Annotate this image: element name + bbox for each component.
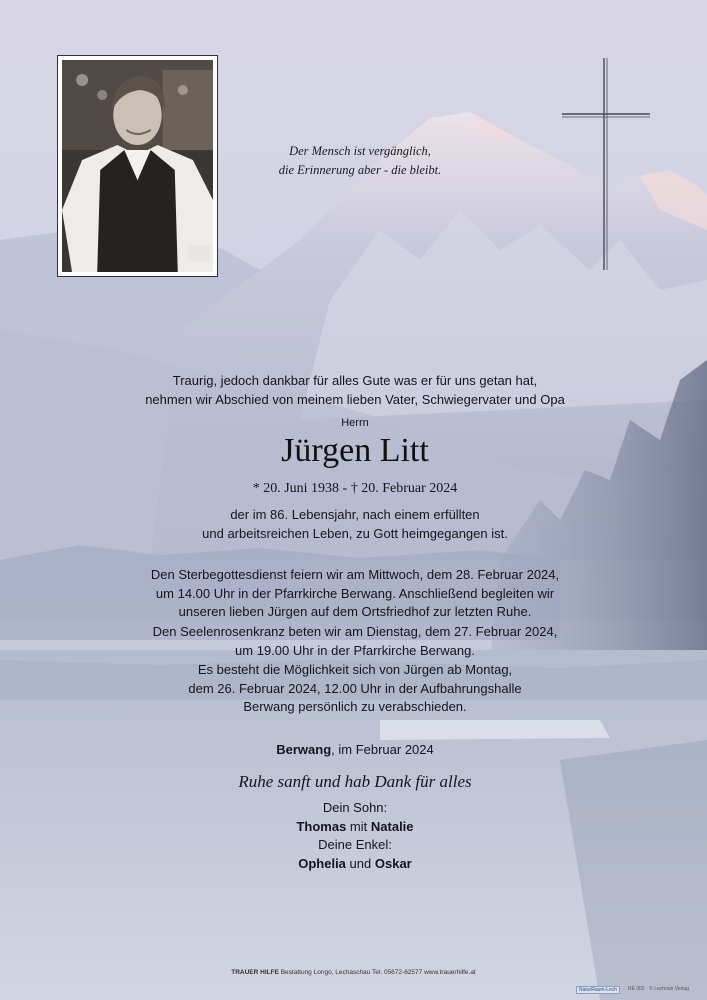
grandchildren-label: Deine Enkel:: [318, 837, 392, 852]
grandchild-2: Oskar: [374, 855, 412, 871]
place-name: Berwang: [276, 742, 332, 757]
viewing-line-2: dem 26. Februar 2024, 12.00 Uhr in der Aufbahrungshalle: [188, 680, 522, 696]
intro-text: [60, 372, 650, 409]
deceased-name: Jürgen Litt: [281, 432, 429, 469]
family-list: [60, 799, 650, 873]
footer: [0, 969, 707, 976]
motto: Ruhe sanft und hab Dank für alles: [238, 772, 472, 791]
with-word: mit: [349, 818, 368, 834]
publisher-code: RE 002 · © Lechrain Verlag: [628, 986, 689, 992]
partner-name: Natalie: [370, 818, 414, 834]
viewing-line-3: Berwang persönlich zu verabschieden.: [243, 699, 467, 714]
and-word: und: [349, 855, 372, 871]
viewing-line-1: Es besteht die Möglichkeit sich von Jürgen ab Montag,: [197, 662, 513, 677]
quote-line-1: Der Mensch ist vergänglich,: [289, 144, 431, 158]
rosary-text: [60, 623, 650, 660]
age-line-2: und arbeitsreichen Leben, zu Gott heimgegangen ist.: [202, 525, 508, 541]
service-line-2: um 14.00 Uhr in der Pfarrkirche Berwang. Anschließend begleiten wir: [155, 585, 555, 601]
intro-line-1: Traurig, jedoch dankbar für alles Gute was er für uns getan hat,: [172, 373, 538, 388]
service-line-1: Den Sterbegottesdienst feiern wir am Mittwoch, dem 28. Februar 2024,: [150, 567, 560, 582]
salutation: Herrn: [341, 417, 369, 429]
naturraum-badge: NaturRaum-Lech: [576, 986, 620, 994]
son-label: Dein Sohn:: [322, 800, 388, 815]
age-text: [60, 506, 650, 543]
memorial-quote: [250, 142, 470, 180]
portrait-photo: [57, 55, 218, 277]
service-line-3: unseren lieben Jürgen auf dem Ortsfriedhof zur letzten Ruhe.: [178, 604, 532, 619]
cross-icon: [560, 56, 652, 272]
rosary-line-2: um 19.00 Uhr in der Pfarrkirche Berwang.: [235, 642, 475, 658]
funeral-service-text: [60, 566, 650, 622]
place-date-text: , im Februar 2024: [331, 742, 434, 757]
grandchildren-names: [60, 855, 650, 874]
intro-line-2: nehmen wir Abschied von meinem lieben Vater, Schwiegervater und Opa: [145, 391, 565, 407]
life-dates: * 20. Juni 1938 - † 20. Februar 2024: [252, 481, 458, 496]
son-names: [60, 818, 650, 837]
quote-line-2: die Erinnerung aber - die bleibt.: [278, 163, 442, 177]
viewing-text: [60, 661, 650, 717]
age-line-1: der im 86. Lebensjahr, nach einem erfüllten: [230, 507, 480, 522]
son-name: Thomas: [296, 818, 347, 834]
rosary-line-1: Den Seelenrosenkranz beten wir am Dienstag, dem 27. Februar 2024,: [152, 624, 558, 639]
footer-text: Bestattung Longo, Lechaschau Tel. 05672-62577 www.trauerhilfe.at: [280, 969, 476, 976]
place-date: [60, 741, 650, 760]
footer-brand: TRAUER HILFE: [231, 969, 279, 976]
grandchild-1: Ophelia: [298, 855, 346, 871]
